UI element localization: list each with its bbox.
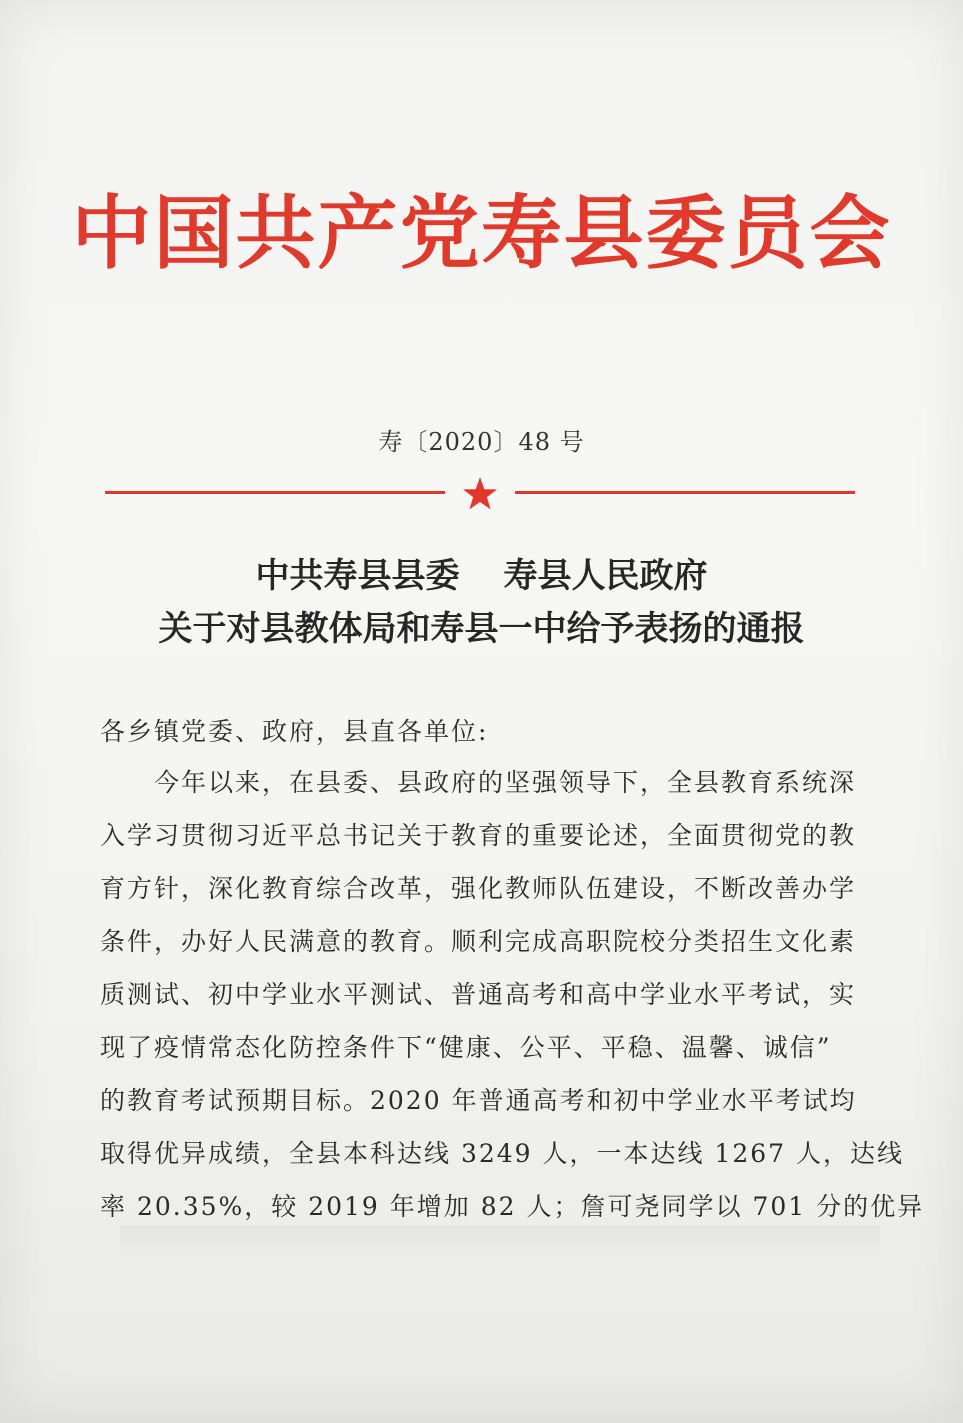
red-divider: [105, 476, 855, 516]
paragraph-line: 条件，办好人民满意的教育。顺利完成高职院校分类招生文化素: [100, 927, 857, 956]
document-title-line-2: 关于对县教体局和寿县一中给予表扬的通报: [158, 609, 805, 649]
red-star-icon: [461, 476, 499, 514]
document-title-line-1: [0, 548, 963, 597]
issuer-a: 中共寿县县委: [255, 556, 460, 596]
salutation: 各乡镇党委、政府，县直各单位:: [100, 717, 489, 746]
paragraph-line: 率 20.35%，较 2019 年增加 82 人；詹可尧同学以 701 分的优异: [100, 1192, 925, 1221]
paragraph-line: 的教育考试预期目标。2020 年普通高考和初中学业水平考试均: [100, 1086, 857, 1115]
paragraph-line: 育方针，深化教育综合改革，强化教师队伍建设，不断改善办学: [100, 874, 857, 903]
paragraph-line: 入学习贯彻习近平总书记关于教育的重要论述，全面贯彻党的教: [100, 821, 857, 850]
body-paragraph: [100, 756, 925, 1233]
document-number: 寿〔2020〕48 号: [378, 428, 585, 456]
divider-line-left: [105, 491, 445, 494]
issuer-b: 寿县人民政府: [503, 556, 708, 596]
paragraph-line: 现了疫情常态化防控条件下“健康、公平、平稳、温馨、诚信”: [100, 1033, 832, 1062]
paragraph-line: 今年以来，在县委、县政府的坚强领导下，全县教育系统深: [100, 768, 857, 797]
paragraph-line: 质测试、初中学业水平测试、普通高考和高中学业水平考试，实: [100, 980, 857, 1009]
paragraph-line: 取得优异成绩，全县本科达线 3249 人，一本达线 1267 人，达线: [100, 1139, 905, 1168]
bleed-through-shadow: [120, 1225, 880, 1265]
divider-line-right: [515, 491, 855, 494]
issuer-header: 中国共产党寿县委员会: [71, 186, 892, 280]
